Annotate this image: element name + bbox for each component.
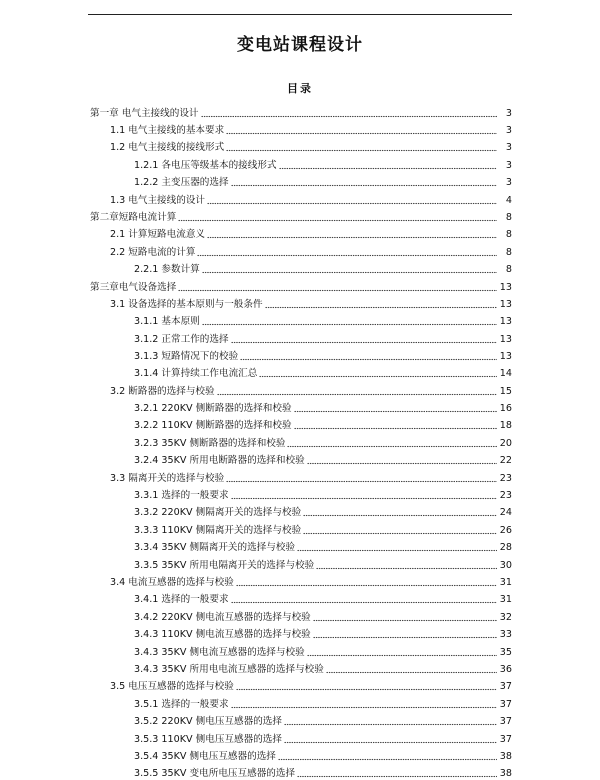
toc-entry <box>134 521 512 537</box>
toc-entry-page: 37 <box>499 681 512 692</box>
toc-entry <box>110 191 512 207</box>
toc-entry <box>134 486 512 502</box>
toc-entry-page: 13 <box>499 351 512 362</box>
toc-entry-page: 30 <box>499 560 512 571</box>
toc-entry <box>110 295 512 311</box>
toc-entry-number: 3.3.5 <box>134 560 159 571</box>
toc-entry-title: 35KV 所用电隔离开关的选择与校验 <box>161 560 315 571</box>
toc-entry <box>134 712 512 728</box>
toc-entry-number: 3.5.5 <box>134 768 159 779</box>
toc-entry-number: 3.1.3 <box>134 351 159 362</box>
toc-entry-title: 短路电流的计算 <box>128 247 196 258</box>
toc-entry <box>110 138 512 154</box>
toc-entry-title: 选择的一般要求 <box>161 594 229 605</box>
toc-entry-page: 37 <box>499 716 512 727</box>
toc-entry-page: 16 <box>499 403 512 414</box>
toc-entry-title: 35KV 侧电压互感器的选择 <box>161 751 276 762</box>
toc-entry <box>110 225 512 241</box>
toc-entry <box>134 538 512 554</box>
toc-entry-page: 3 <box>505 108 512 119</box>
toc-entry-number: 3.3.3 <box>134 525 159 536</box>
dot-leader <box>316 561 497 570</box>
toc-entry-page: 8 <box>505 247 512 258</box>
toc-entry <box>134 625 512 641</box>
toc-entry <box>110 573 512 589</box>
toc-entry-page: 26 <box>499 525 512 536</box>
toc-entry <box>134 556 512 572</box>
dot-leader <box>307 648 497 657</box>
toc-entry-number: 3.2.1 <box>134 403 159 414</box>
toc-entry-title: 110KV 侧电流互感器的选择与校验 <box>161 629 311 640</box>
toc-entry-number: 3.3.1 <box>134 490 159 501</box>
toc-entry-number: 3.4.3 <box>134 629 159 640</box>
toc-entry-title: 选择的一般要求 <box>161 490 229 501</box>
toc-entry-number: 3.2 <box>110 386 126 397</box>
toc-entry-title: 35KV 侧电流互感器的选择与校验 <box>161 647 305 658</box>
toc-entry-page: 31 <box>499 577 512 588</box>
toc-entry-title: 参数计算 <box>161 264 200 275</box>
toc-entry-number: 3.1.2 <box>134 334 159 345</box>
dot-leader <box>231 335 497 344</box>
toc-entry <box>134 399 512 415</box>
dot-leader <box>284 735 497 744</box>
header-rule <box>88 14 512 15</box>
toc-entry-number: 3.4.1 <box>134 594 159 605</box>
dot-leader <box>297 769 497 778</box>
dot-leader <box>226 143 497 152</box>
toc-entry-number: 2.2.1 <box>134 264 159 275</box>
toc-entry-page: 3 <box>505 142 512 153</box>
toc-entry-number: 3.5.1 <box>134 699 159 710</box>
toc-entry-title: 各电压等级基本的接线形式 <box>161 160 277 171</box>
toc-entry <box>134 347 512 363</box>
dot-leader <box>313 630 497 639</box>
toc-entry-page: 20 <box>499 438 512 449</box>
toc-entry-title: 220KV 侧电流互感器的选择与校验 <box>161 612 311 623</box>
toc-entry <box>134 451 512 467</box>
dot-leader <box>178 213 497 222</box>
toc-entry-title: 电气主接线的设计 <box>128 195 206 206</box>
toc-entry-page: 3 <box>505 125 512 136</box>
dot-leader <box>313 613 497 622</box>
toc-entry-page: 22 <box>499 455 512 466</box>
toc-entry <box>134 330 512 346</box>
toc-entry-page: 13 <box>499 282 512 293</box>
dot-leader <box>259 369 497 378</box>
dot-leader <box>226 126 497 135</box>
toc-entry <box>134 156 512 172</box>
toc-entry <box>134 747 512 763</box>
toc-entry-page: 3 <box>505 177 512 188</box>
toc-entry-title: 第二章短路电流计算 <box>90 212 177 223</box>
toc-entry-title: 断路器的选择与校验 <box>128 386 215 397</box>
toc-entry <box>134 434 512 450</box>
toc-entry <box>110 121 512 137</box>
toc-entry-number: 3.4.3 <box>134 664 159 675</box>
toc-entry <box>134 260 512 276</box>
dot-leader <box>231 491 497 500</box>
toc-entry-title: 电气主接线的基本要求 <box>128 125 225 136</box>
dot-leader <box>231 595 497 604</box>
dot-leader <box>226 474 497 483</box>
toc-entry <box>134 730 512 746</box>
dot-leader <box>217 387 497 396</box>
toc-entry-number: 1.3 <box>110 195 126 206</box>
toc-entry-title: 基本原则 <box>161 316 200 327</box>
toc-entry-page: 13 <box>499 334 512 345</box>
toc-entry-title: 220KV 侧电压互感器的选择 <box>161 716 282 727</box>
toc-entry-number: 3.5.2 <box>134 716 159 727</box>
toc-entry-number: 3.3.4 <box>134 542 159 553</box>
toc-entry-title: 设备选择的基本原则与一般条件 <box>128 299 263 310</box>
dot-leader <box>202 317 497 326</box>
toc-entry-title: 选择的一般要求 <box>161 699 229 710</box>
toc-entry-title: 电气主接线的设计 <box>121 108 199 119</box>
toc-entry-title: 35KV 变电所电压互感器的选择 <box>161 768 296 779</box>
toc-entry <box>134 173 512 189</box>
toc-entry <box>134 364 512 380</box>
toc-entry-number: 3.1.4 <box>134 368 159 379</box>
dot-leader <box>197 248 497 257</box>
toc-entry-number: 3.5 <box>110 681 126 692</box>
dot-leader <box>265 300 497 309</box>
toc-entry <box>110 677 512 693</box>
document-title: 变电站课程设计 <box>237 35 363 55</box>
dot-leader <box>231 178 497 187</box>
toc-entry-title: 正常工作的选择 <box>161 334 229 345</box>
toc-entry-number: 2.2 <box>110 247 126 258</box>
toc-entry-number: 1.1 <box>110 125 126 136</box>
toc-entry-number: 3.2.2 <box>134 420 159 431</box>
toc-entry-number: 3.5.4 <box>134 751 159 762</box>
toc-entry-title: 35KV 所用电电流互感器的选择与校验 <box>161 664 324 675</box>
toc-entry-title: 110KV 侧隔离开关的选择与校验 <box>161 525 302 536</box>
toc-entry-page: 13 <box>499 299 512 310</box>
toc-entry-page: 37 <box>499 699 512 710</box>
toc-entry-page: 8 <box>505 212 512 223</box>
toc-entry <box>134 416 512 432</box>
dot-leader <box>202 265 497 274</box>
toc-entry-page: 14 <box>499 368 512 379</box>
toc-entry-title: 35KV 侧隔离开关的选择与校验 <box>161 542 296 553</box>
toc-entry-number: 3.3.2 <box>134 507 159 518</box>
toc-entry-title: 35KV 所用电断路器的选择和校验 <box>161 455 305 466</box>
toc-entry-number: 3.1 <box>110 299 126 310</box>
toc-entry-title: 电流互感器的选择与校验 <box>128 577 234 588</box>
toc-entry-title: 主变压器的选择 <box>161 177 229 188</box>
toc-entry-page: 37 <box>499 734 512 745</box>
toc-entry-page: 8 <box>505 264 512 275</box>
toc-entry-page: 36 <box>499 664 512 675</box>
toc-entry-number: 3.2.3 <box>134 438 159 449</box>
toc-entry-page: 23 <box>499 490 512 501</box>
toc-entry-number: 3.4.3 <box>134 647 159 658</box>
toc-entry-title: 110KV 侧断路器的选择和校验 <box>161 420 292 431</box>
toc-entry <box>134 660 512 676</box>
toc-entry-number: 2.1 <box>110 229 126 240</box>
toc-entry-number: 1.2 <box>110 142 126 153</box>
toc-entry <box>110 243 512 259</box>
toc-entry-page: 35 <box>499 647 512 658</box>
toc-entry <box>90 208 512 224</box>
toc-entry-number: 3.1.1 <box>134 316 159 327</box>
toc-entry <box>134 695 512 711</box>
toc-entry-title: 第三章电气设备选择 <box>90 282 177 293</box>
toc-entry-number: 3.5.3 <box>134 734 159 745</box>
toc-entry-number: 1.2.1 <box>134 160 159 171</box>
toc-entry-number: 1.2.2 <box>134 177 159 188</box>
toc-entry <box>134 590 512 606</box>
toc-entry-title: 220KV 侧断路器的选择和校验 <box>161 403 292 414</box>
toc-entry-title: 计算短路电流意义 <box>128 229 206 240</box>
dot-leader <box>178 283 497 292</box>
dot-leader <box>201 109 497 118</box>
toc-entry-number: 3.3 <box>110 473 126 484</box>
toc-entry-title: 电气主接线的接线形式 <box>128 142 225 153</box>
toc-entry <box>90 278 512 294</box>
toc-entry-number: 3.4 <box>110 577 126 588</box>
toc-entry-title: 电压互感器的选择与校验 <box>128 681 234 692</box>
dot-leader <box>287 439 497 448</box>
toc-entry <box>134 764 512 780</box>
toc-entry-page: 33 <box>499 629 512 640</box>
dot-leader <box>284 717 497 726</box>
dot-leader <box>294 404 497 413</box>
toc-entry-page: 38 <box>499 751 512 762</box>
dot-leader <box>236 578 497 587</box>
toc-entry-title: 短路情况下的校验 <box>161 351 239 362</box>
toc-entry-page: 23 <box>499 473 512 484</box>
toc-entry-page: 32 <box>499 612 512 623</box>
toc-entry <box>134 503 512 519</box>
dot-leader <box>279 161 497 170</box>
dot-leader <box>207 230 497 239</box>
dot-leader <box>278 752 497 761</box>
dot-leader <box>303 526 497 535</box>
toc-entry-number: 第一章 <box>90 108 119 119</box>
toc-entry-page: 15 <box>499 386 512 397</box>
toc-entry-title: 35KV 侧断路器的选择和校验 <box>161 438 286 449</box>
toc-entry-page: 24 <box>499 507 512 518</box>
toc-entry <box>134 643 512 659</box>
toc-entry-number: 3.4.2 <box>134 612 159 623</box>
dot-leader <box>236 682 497 691</box>
toc-entry-title: 110KV 侧电压互感器的选择 <box>161 734 282 745</box>
toc-heading: 目录 <box>287 82 313 95</box>
toc-entry-page: 18 <box>499 420 512 431</box>
dot-leader <box>326 665 497 674</box>
dot-leader <box>307 456 497 465</box>
toc-entry-page: 8 <box>505 229 512 240</box>
dot-leader <box>294 421 497 430</box>
toc-entry-page: 4 <box>505 195 512 206</box>
toc-entry <box>134 608 512 624</box>
dot-leader <box>207 196 497 205</box>
toc-entry <box>90 104 512 120</box>
toc-entry <box>110 469 512 485</box>
toc-entry-title: 隔离开关的选择与校验 <box>128 473 225 484</box>
toc-entry-number: 3.2.4 <box>134 455 159 466</box>
dot-leader <box>303 508 497 517</box>
toc-entry-page: 38 <box>499 768 512 779</box>
dot-leader <box>231 700 497 709</box>
toc-entry-title: 220KV 侧隔离开关的选择与校验 <box>161 507 302 518</box>
dot-leader <box>297 543 497 552</box>
toc-entry-page: 13 <box>499 316 512 327</box>
dot-leader <box>240 352 497 361</box>
toc-entry <box>134 312 512 328</box>
toc-entry <box>110 382 512 398</box>
toc-entry-title: 计算持续工作电流汇总 <box>161 368 258 379</box>
toc-entry-page: 3 <box>505 160 512 171</box>
toc-entry-page: 31 <box>499 594 512 605</box>
toc-entry-page: 28 <box>499 542 512 553</box>
